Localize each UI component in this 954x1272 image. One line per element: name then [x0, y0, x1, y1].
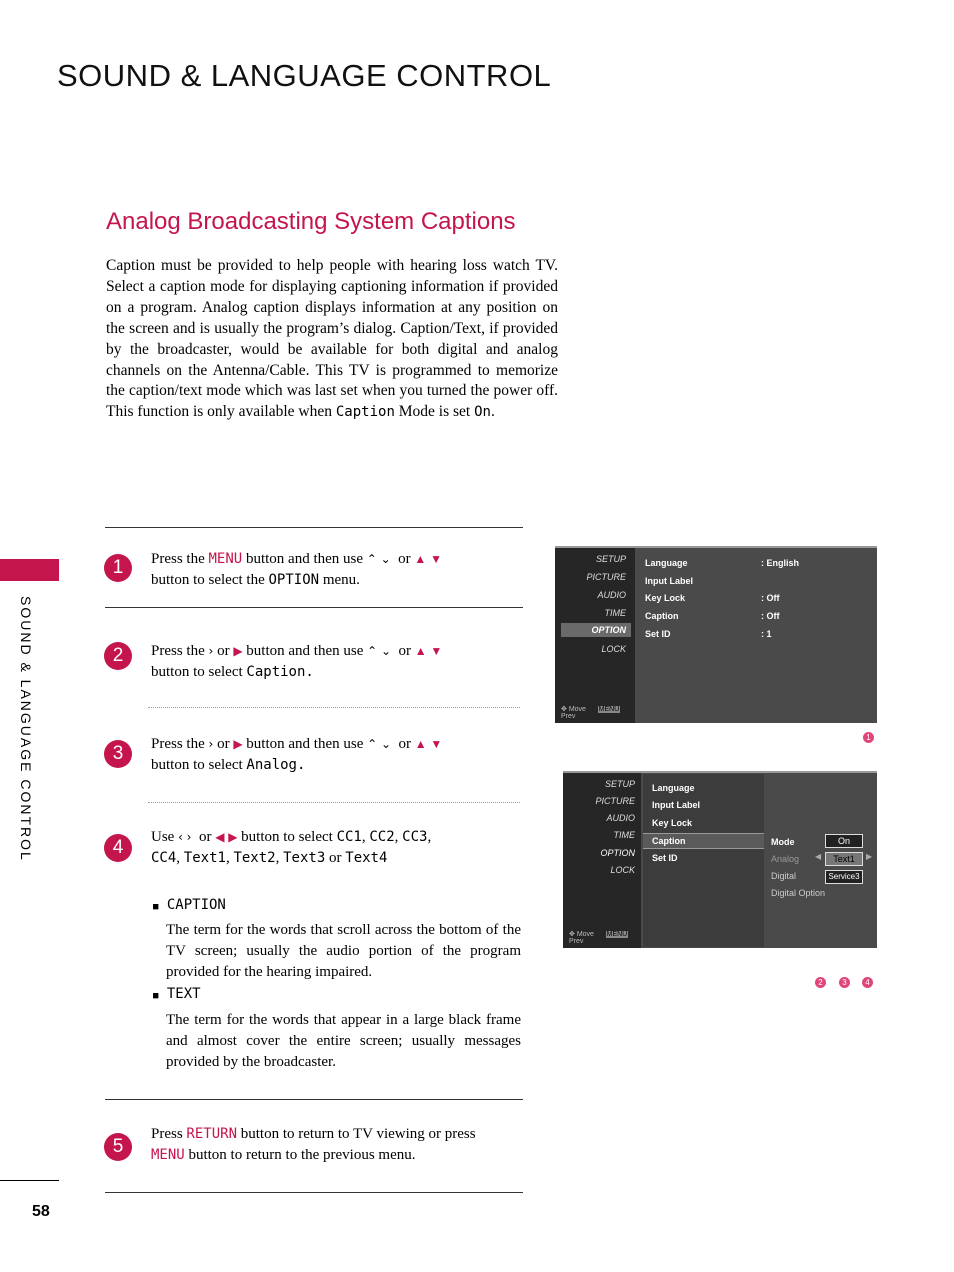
square-bullet-icon: ■: [153, 991, 159, 1001]
tv-row-caption: Caption: [645, 611, 679, 621]
cc3-label: CC3: [402, 829, 428, 845]
right-icon: ›: [186, 830, 192, 844]
up-icon: ⌃: [367, 644, 378, 658]
step-5-mid: button to return to TV viewing or press: [240, 1126, 476, 1142]
tv-menu-time: TIME: [613, 830, 635, 840]
rule-step1: [105, 607, 523, 608]
step-4-use: Use: [151, 829, 175, 845]
tv-row-key-lock-value: : Off: [761, 593, 780, 603]
step-3-badge: 3: [104, 740, 132, 768]
cc1-label: CC1: [336, 829, 362, 845]
tv-sub-digital-option: Digital Option: [771, 888, 826, 898]
right-icon: ›: [208, 737, 214, 751]
tv-menu-audio: AUDIO: [606, 813, 635, 823]
down-triangle-icon: ▼: [430, 552, 442, 566]
dotrule-step3: [148, 802, 520, 803]
intro-on-word: On: [474, 404, 491, 421]
tv-row-key-lock: Key Lock: [645, 593, 686, 603]
up-triangle-icon: ▲: [414, 644, 427, 658]
step-3-or1: or: [217, 736, 230, 752]
tv-menu-lock: LOCK: [610, 865, 635, 875]
screenshot-1-marker: 1: [863, 732, 874, 743]
text2-label: Text2: [233, 850, 276, 866]
intro-end: .: [490, 403, 495, 421]
step-4-badge: 4: [104, 834, 132, 862]
tv-footer: [561, 705, 635, 720]
step-4-text: Use ‹ › or ◀ ▶ button to select CC1, CC2, CC3, CC4, Text1, Text2, Text3 or Text4: [151, 829, 432, 866]
step-3-press: Press the: [151, 736, 205, 752]
cc4-label: CC4: [151, 850, 177, 866]
dotrule-step2: [148, 707, 520, 708]
tv-menu-option: OPTION: [591, 625, 626, 635]
step-4-select: button to select: [241, 829, 333, 845]
step-2-badge: 2: [104, 642, 132, 670]
analog-label: Analog.: [246, 757, 306, 773]
intro-text: Caption must be provided to help people with hearing loss watch TV. Select a caption mode for displaying captioning information if provided on a program. Analog caption displays information at any position on the screen and is usually the program’s dialog. Caption/Text, if provided by the broadcaster, would be available for both digital and analog channels on the Antenna/Cable. This TV is programmed to memorize the caption/text mode which was last set when you turned the power off. This function is only available when: [106, 257, 558, 421]
step-2-or2: or: [398, 643, 411, 659]
intro-paragraph: [106, 256, 558, 423]
down-icon: ⌄: [380, 552, 391, 566]
tv-menu-time: TIME: [604, 608, 626, 618]
text4-label: Text4: [345, 850, 388, 866]
step-1-badge: 1: [104, 554, 132, 582]
rule-step4: [105, 1099, 523, 1100]
caption-term-heading: [153, 897, 226, 913]
right-triangle-icon: ▶: [228, 830, 238, 844]
menu-key-label: MENU: [208, 551, 243, 567]
step-3-then: button and then use: [246, 736, 364, 752]
step-1-then: button and then use: [245, 551, 364, 567]
tv-row-set-id: Set ID: [652, 853, 678, 863]
step-1-press: Press the: [151, 551, 205, 567]
page-number: 58: [32, 1203, 50, 1220]
right-icon: ›: [208, 644, 214, 658]
intro-caption-word: Caption: [335, 404, 395, 421]
sidebar-label: [18, 596, 42, 866]
tv-menu-lock: LOCK: [601, 644, 626, 654]
step-5-badge: 5: [104, 1133, 132, 1161]
tv-sub-mode: Mode: [771, 837, 795, 847]
text3-label: Text3: [283, 850, 326, 866]
down-triangle-icon: ▼: [430, 737, 443, 751]
tv-right-arrow-icon: ▶: [866, 852, 873, 861]
step-3-or2: or: [398, 736, 411, 752]
screenshot-2-marker-4: 4: [862, 977, 873, 988]
screenshot-2-marker-2: 2: [815, 977, 826, 988]
text-term-body: The term for the words that appear in a large black frame and almost cover the entire screen; usually messages provided by the broadcaster.: [166, 1012, 521, 1070]
menu-key-label: MENU: [151, 1147, 185, 1163]
tv-sub-digital-value: Service3: [825, 870, 863, 884]
text-term-title: TEXT: [166, 986, 201, 1002]
step-2-press: Press the: [151, 643, 205, 659]
tv-sub-mode-value: On: [825, 834, 863, 848]
tv-menu-screenshot-1: [555, 546, 877, 723]
step-2-then: button and then use: [246, 643, 364, 659]
right-triangle-icon: ▶: [233, 737, 243, 751]
tv-prev-label: Prev: [569, 938, 584, 945]
tv-menu-key: MENU: [606, 931, 628, 938]
tv-sub-analog-value: Text1: [825, 852, 863, 866]
caption-term-body: The term for the words that scroll across the bottom of the TV screen; usually the audio portion of the program provided for the hearing impaired.: [166, 922, 521, 980]
tv-left-arrow-icon: ◀: [815, 852, 822, 861]
tv-menu-setup: SETUP: [604, 779, 635, 789]
rule-bottom: [105, 1192, 523, 1193]
tv-menu-option: OPTION: [600, 848, 635, 858]
tv-row-key-lock: Key Lock: [652, 818, 693, 828]
up-icon: ⌃: [367, 737, 378, 751]
tv-sub-digital: Digital: [771, 871, 797, 881]
up-triangle-icon: ▲: [414, 552, 427, 566]
intro-mid: Mode is set: [398, 403, 471, 421]
sidebar-band: [0, 559, 59, 581]
tv-prev-label: Prev: [561, 713, 576, 720]
screenshot-2-marker-3: 3: [839, 977, 850, 988]
right-triangle-icon: ▶: [233, 644, 243, 658]
tv-row-language-value: : English: [761, 558, 799, 568]
down-icon: ⌄: [380, 737, 391, 751]
cc2-label: CC2: [369, 829, 395, 845]
tv-sub-analog: Analog: [771, 854, 800, 864]
rule-top: [105, 527, 523, 528]
up-icon: ⌃: [366, 552, 377, 566]
tv-menu-setup: SETUP: [595, 554, 626, 564]
move-icon: ✥: [569, 931, 575, 938]
tv-row-input-label: Input Label: [645, 576, 693, 586]
step-4-or2: or: [329, 850, 342, 866]
text-term-heading: [153, 986, 201, 1002]
step-3-text: [151, 734, 521, 776]
step-2-text: [151, 641, 521, 683]
left-icon: ‹: [178, 830, 183, 844]
step-5-text: [151, 1124, 521, 1166]
caption-term-title: CAPTION: [166, 897, 226, 913]
tv-row-caption: Caption: [652, 836, 686, 846]
tv-row-input-label: Input Label: [652, 800, 700, 810]
tv-move-label: Move: [568, 706, 586, 713]
tv-move-label: Move: [576, 931, 594, 938]
section-title: Analog Broadcasting System Captions: [106, 208, 516, 235]
tv-row-language: Language: [652, 783, 695, 793]
sidebar-label-text: SOUND & LANGUAGE CONTROL: [18, 596, 34, 862]
step-1-or: or: [398, 551, 411, 567]
sidebar-divider: [0, 1180, 59, 1181]
left-triangle-icon: ◀: [215, 830, 225, 844]
tv-menu-picture: PICTURE: [586, 572, 626, 582]
up-triangle-icon: ▲: [414, 737, 427, 751]
move-icon: ✥: [561, 706, 567, 713]
step-2-select: button to select: [151, 664, 243, 680]
return-key-label: RETURN: [186, 1126, 237, 1142]
step-3-select: button to select: [151, 757, 243, 773]
tv-menu-screenshot-2: [563, 771, 877, 948]
step-1-text: [151, 549, 521, 591]
tv-side-menu: [555, 548, 635, 723]
text1-label: Text1: [183, 850, 226, 866]
step-4-or: or: [198, 829, 212, 845]
step-5-end: button to return to the previous menu.: [188, 1147, 416, 1163]
step-5-press: Press: [151, 1126, 183, 1142]
down-icon: ⌄: [380, 644, 391, 658]
option-label: OPTION: [268, 572, 320, 588]
caption-label: Caption.: [246, 664, 314, 680]
tv-menu-audio: AUDIO: [597, 590, 626, 600]
step-1-select: button to select the: [151, 572, 265, 588]
tv-footer: [569, 930, 641, 945]
tv-side-menu: [563, 773, 641, 948]
down-triangle-icon: ▼: [430, 644, 443, 658]
step-1-end: menu.: [322, 572, 360, 588]
tv-row-caption-value: : Off: [761, 611, 780, 621]
tv-row-set-id-value: : 1: [761, 629, 772, 639]
step-2-or1: or: [217, 643, 230, 659]
tv-menu-key: MENU: [598, 706, 620, 713]
tv-row-language: Language: [645, 558, 688, 568]
tv-menu-picture: PICTURE: [595, 796, 635, 806]
square-bullet-icon: ■: [153, 902, 159, 912]
tv-row-set-id: Set ID: [645, 629, 671, 639]
page-header: SOUND & LANGUAGE CONTROL: [57, 58, 552, 93]
